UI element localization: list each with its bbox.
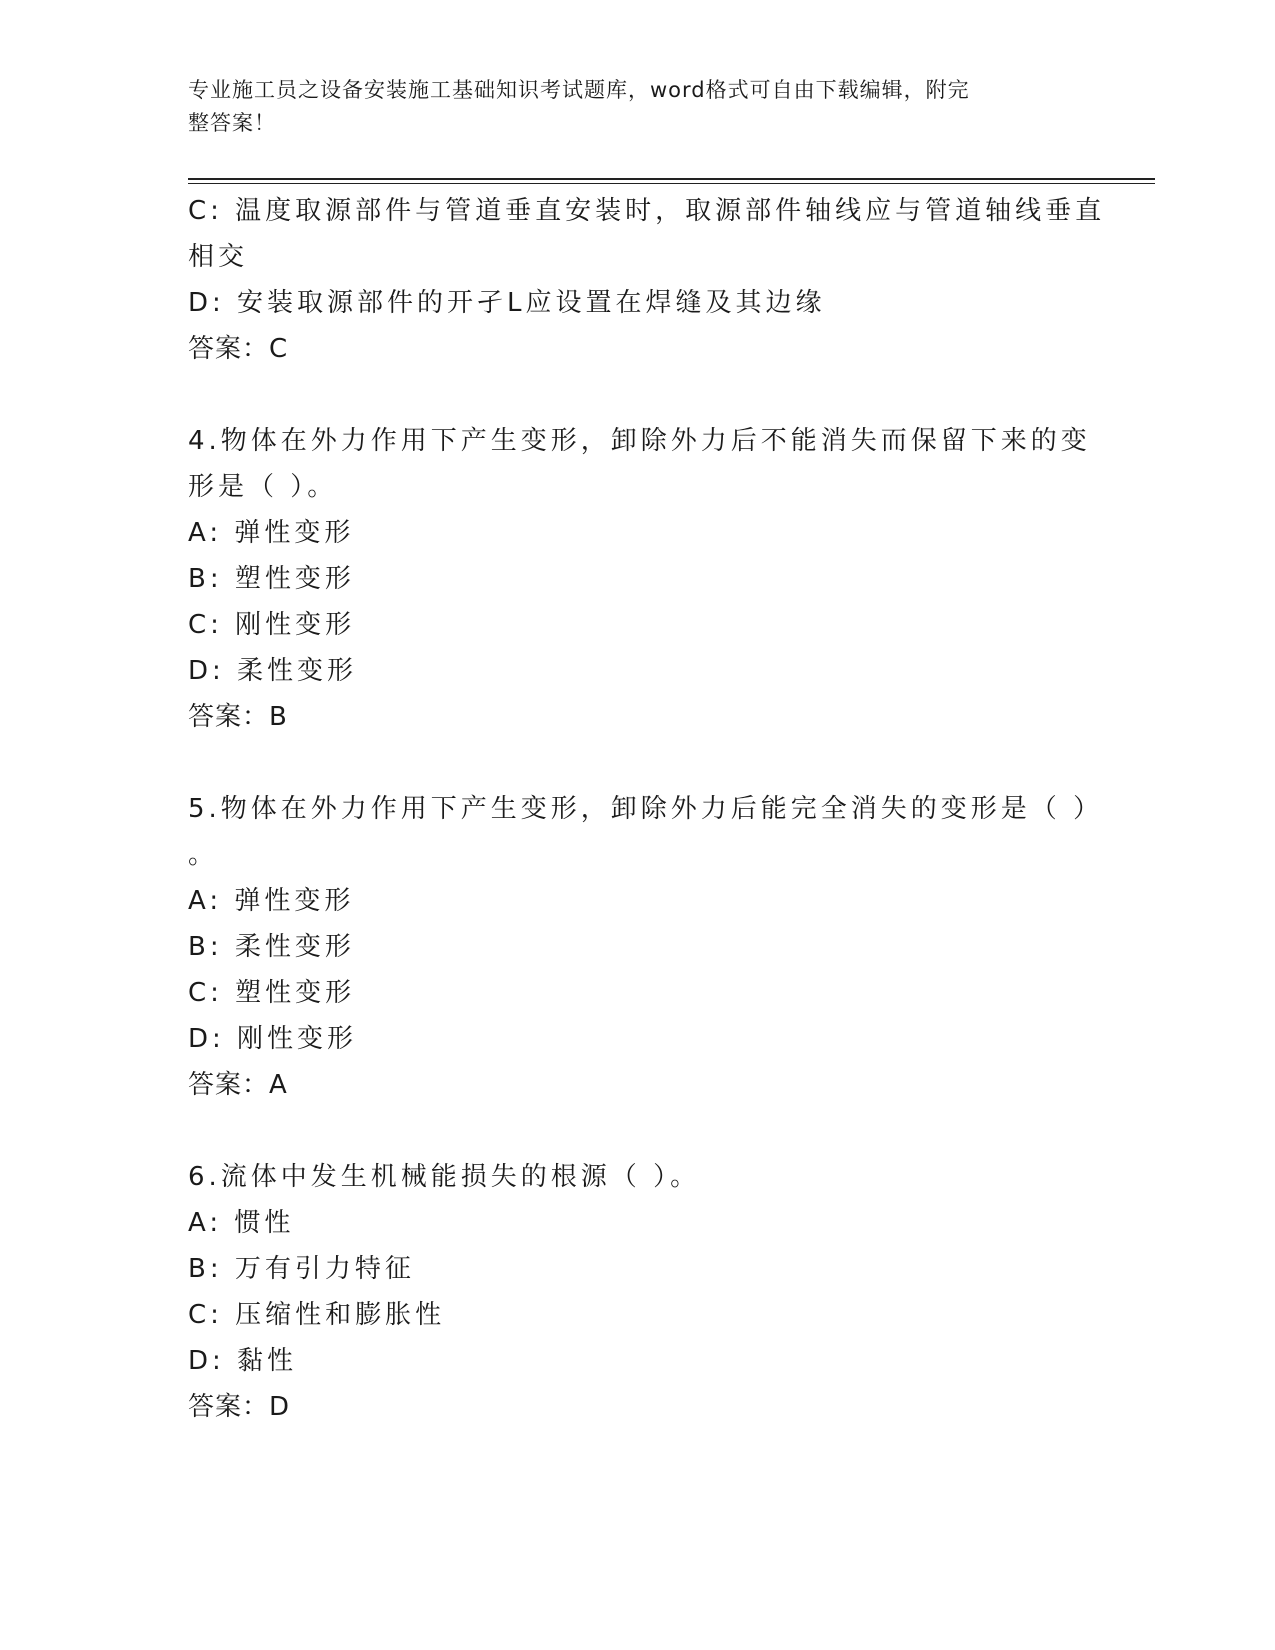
answer: 答案：B [188, 702, 288, 732]
option-c-line-2: 相交 [188, 242, 249, 272]
option-b: B: 塑性变形 [188, 564, 355, 594]
header-divider-thick [188, 178, 1155, 180]
spacer [188, 740, 1088, 786]
option-c: C: 刚性变形 [188, 610, 356, 640]
spacer [188, 372, 1088, 418]
option-c: C: 压缩性和膨胀性 [188, 1300, 446, 1330]
document-body [188, 188, 1106, 1430]
answer: 答案：A [188, 1070, 288, 1100]
option-d: D: 黏性 [188, 1346, 298, 1376]
header-line-1: 专业施工员之设备安装施工基础知识考试题库，word格式可自由下载编辑，附完 [188, 78, 970, 102]
option-a: A: 弹性变形 [188, 886, 355, 916]
question-stem: 6.流体中发生机械能损失的根源（ ）。 [188, 1162, 701, 1192]
option-a: A: 惯性 [188, 1208, 295, 1238]
question-stem-line-2: 形是（ ）。 [188, 472, 338, 502]
spacer [188, 1108, 1088, 1154]
option-b: B: 柔性变形 [188, 932, 355, 962]
option-c: C: 塑性变形 [188, 978, 356, 1008]
header-divider-thin [188, 183, 1155, 184]
option-c-line-1: C: 温度取源部件与管道垂直安装时，取源部件轴线应与管道轴线垂直 [188, 196, 1106, 226]
question-6 [188, 1154, 1088, 1430]
question-stem-line-1: 4.物体在外力作用下产生变形，卸除外力后不能消失而保留下来的变 [188, 426, 1091, 456]
question-5 [188, 786, 1104, 1108]
question-3-fragment [188, 188, 1106, 372]
option-d: D: 刚性变形 [188, 1024, 358, 1054]
header-line-2: 整答案！ [188, 111, 276, 135]
option-a: A: 弹性变形 [188, 518, 355, 548]
document-header [188, 74, 1068, 140]
question-stem-line-2: 。 [188, 840, 219, 870]
option-d: D: 安装取源部件的开孑L应设置在焊缝及其边缘 [188, 288, 826, 318]
option-d: D: 柔性变形 [188, 656, 358, 686]
question-stem-line-1: 5.物体在外力作用下产生变形，卸除外力后能完全消失的变形是（ ） [188, 794, 1104, 824]
option-b: B: 万有引力特征 [188, 1254, 415, 1284]
answer: 答案：D [188, 1392, 291, 1422]
answer: 答案：C [188, 334, 289, 364]
question-4 [188, 418, 1091, 740]
